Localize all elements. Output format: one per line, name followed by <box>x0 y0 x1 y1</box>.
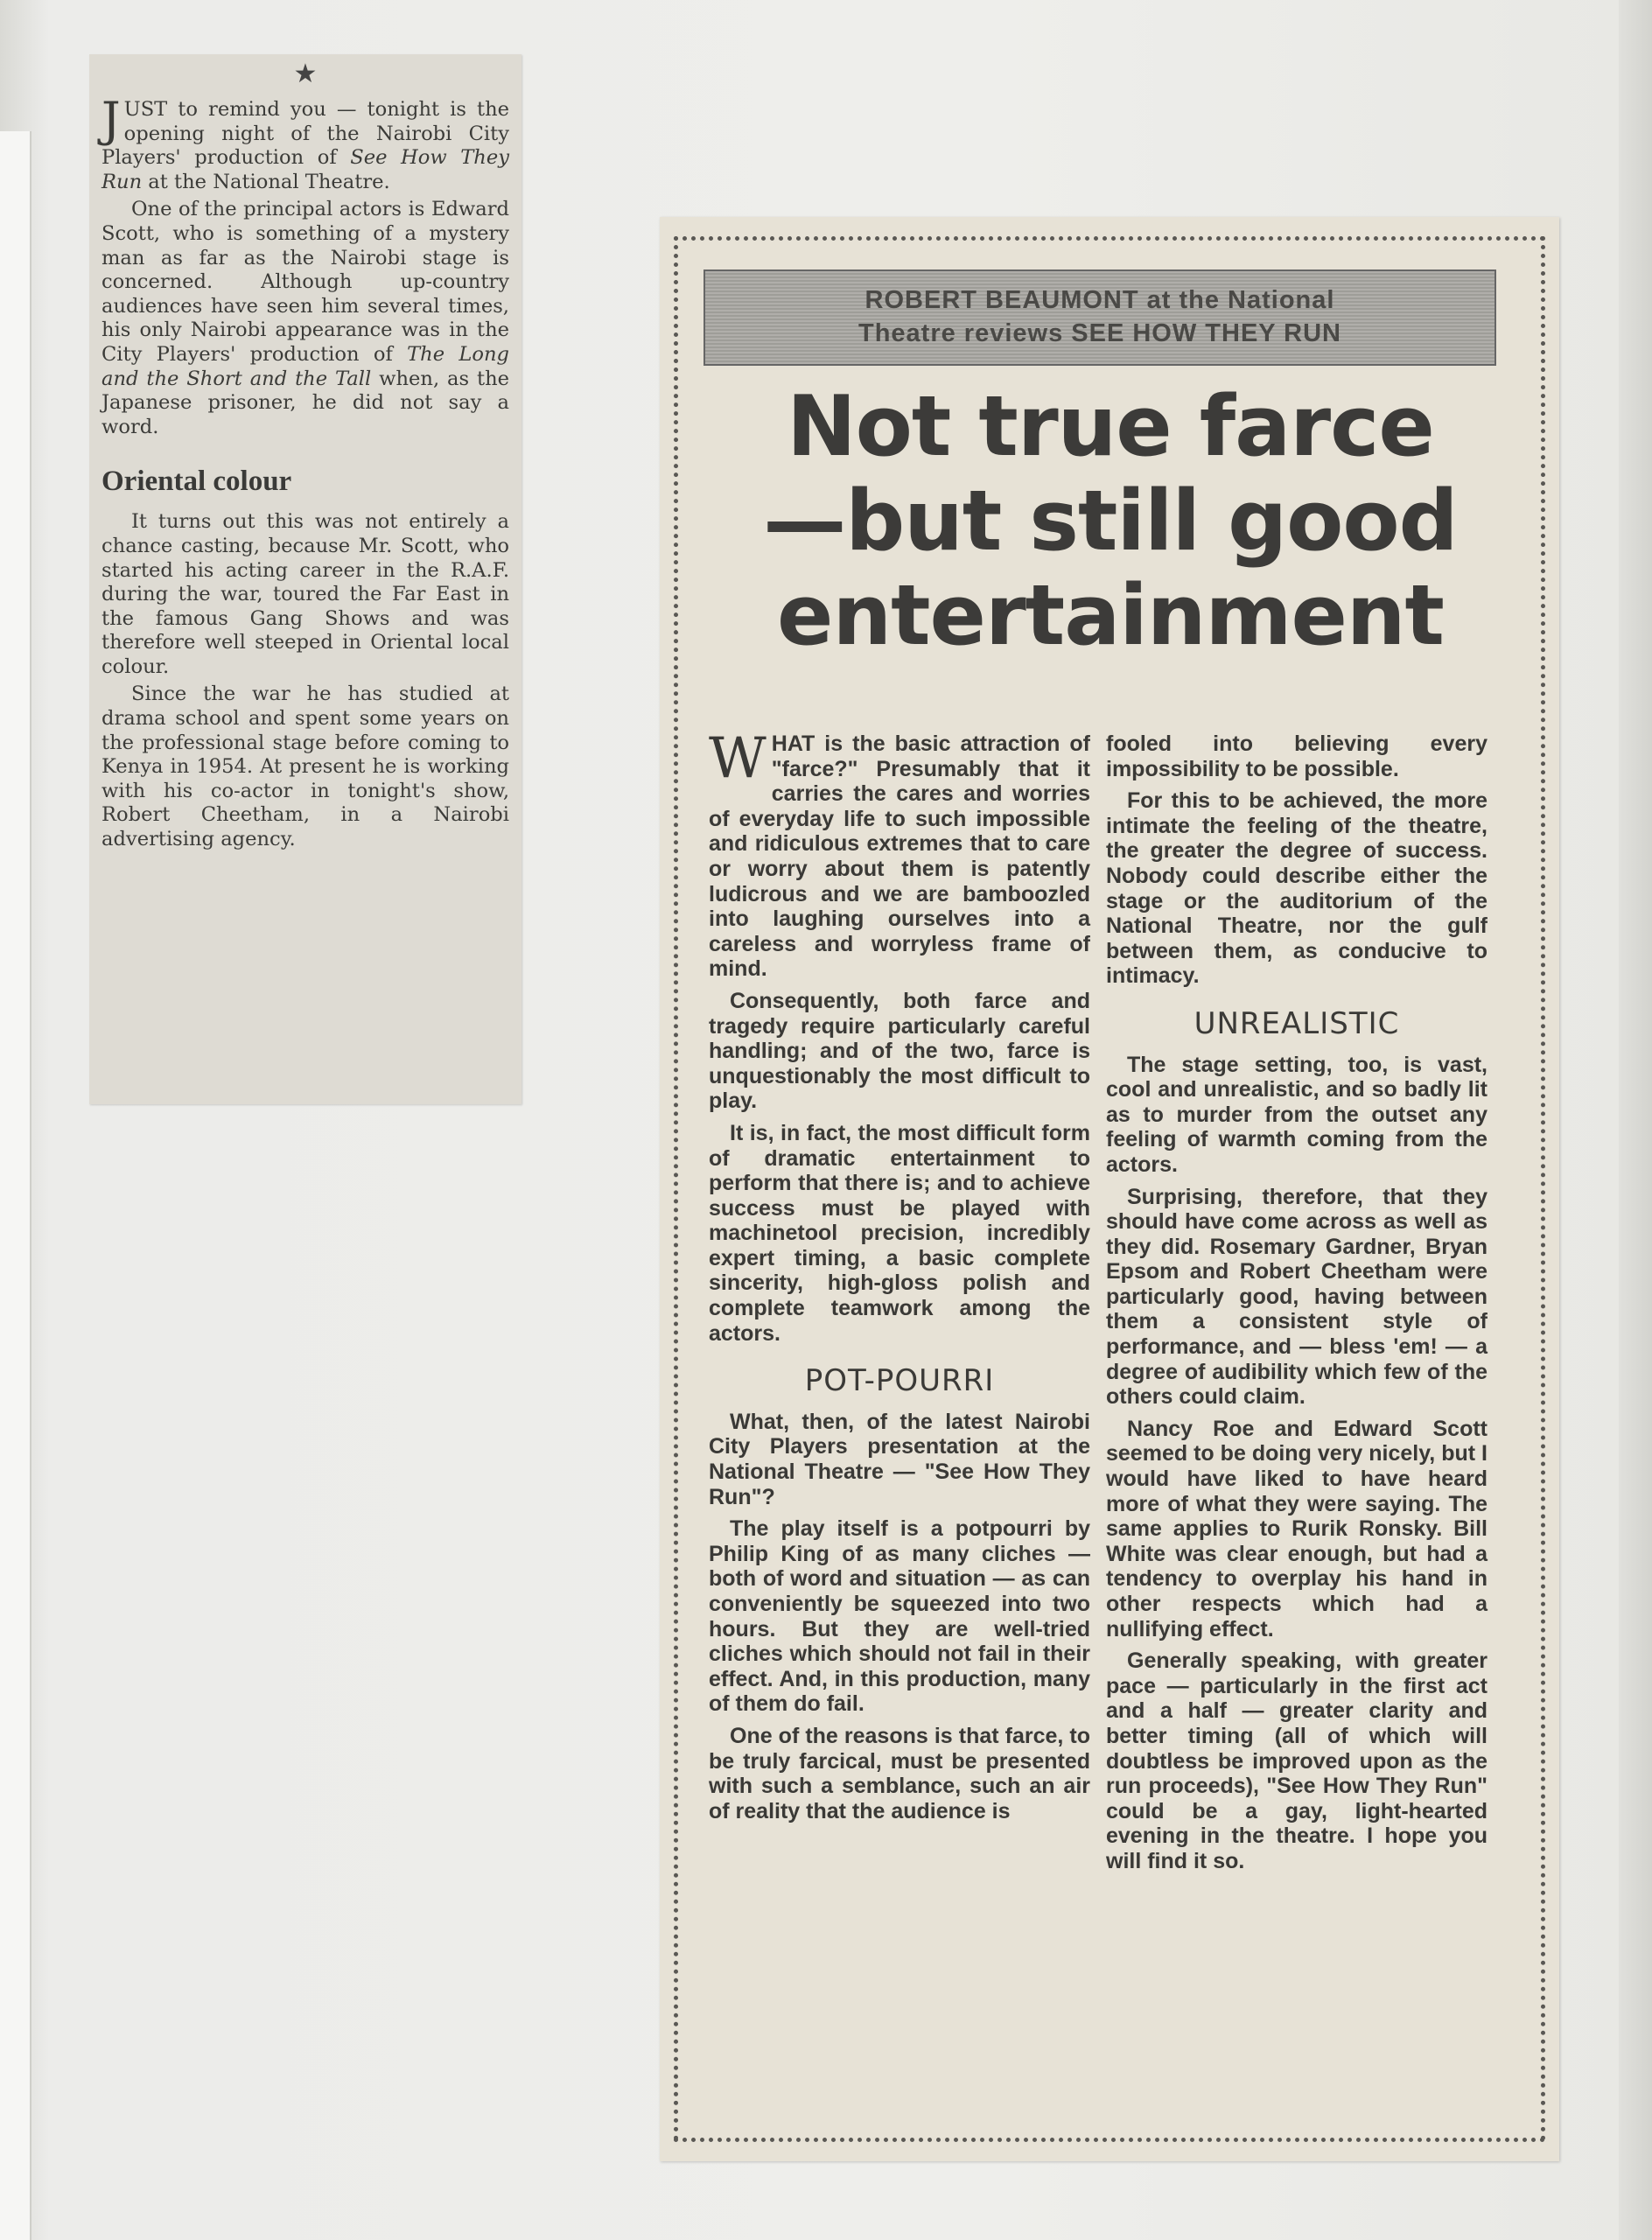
headline-line-1: Not true farce <box>787 379 1434 475</box>
review-column-2 <box>1106 732 1488 1881</box>
page-edge <box>0 131 32 2240</box>
subhead-pot-pourri: POT-POURRI <box>804 1363 995 1399</box>
left-paragraph-2: One of the principal actors is Edward Scott, who is something of a mystery man as far as the Nairobi stage is concerned. Although up-country audiences have seen him several times, his only Nairobi appearance was in the City Players' production of The Long and the Short and the Tall when, as the Japanese prisoner, he did not say a word. <box>102 198 510 438</box>
col1-paragraph-3: It is, in fact, the most difficult form of dramatic entertainment to perform that there is; and to achieve success must be played with machinetool precision, incredibly expert timing, a basic complete sincerity, high-gloss polish and complete teamwork among the actors. <box>709 1120 1090 1346</box>
left-paragraph-4: Since the war he has studied at drama school and spent some years on the professional stage before coming to Kenya in 1954. At present he is working with his co-actor in tonight's show, Robert Cheetham, in a Nairobi advertising agency. <box>102 682 509 851</box>
headline-line-2: —but still good <box>763 473 1458 570</box>
subhead-unrealistic: UNREALISTIC <box>1194 1005 1400 1041</box>
col1-paragraph-4: What, then, of the latest Nairobi City Players presentation at the National Theatre — "See How They Run"? <box>709 1409 1090 1509</box>
left-subhead: Oriental colour <box>102 466 292 498</box>
col2-paragraph-1: fooled into believing every impossibility to be possible. <box>1106 732 1488 781</box>
col1-paragraph-1: WHAT is the basic attraction of "farce?" Presumably that it carries the cares and worries of everyday life to such impossible and ridiculous extremes that to care or worry about them is patently ludicrous and we are bamboozled into laughing ourselves into a careless and worryless frame of mind. <box>709 726 1090 982</box>
kicker-box <box>704 270 1496 366</box>
star-icon: ★ <box>293 59 318 89</box>
col2-paragraph-2: For this to be achieved, the more intimate the feeling of the theatre, the greater the degree of success. Nobody could describe either the stage or the auditorium of the National Theatre, nor the gulf between them, as conducive to intimacy. <box>1106 788 1488 989</box>
dropcap: W <box>709 726 766 791</box>
col1-paragraph-6: One of the reasons is that farce, to be truly farcical, must be presented with such a semblance, such an air of reality that the audience is <box>709 1723 1090 1824</box>
left-paragraph-3: It turns out this was not entirely a chance casting, because Mr. Scott, who started his acting career in the R.A.F. during the war, toured the Far East in the famous Gang Shows and was therefore well steeped in Oriental local colour. <box>102 510 509 678</box>
headline <box>695 380 1526 663</box>
col2-paragraph-5: Nancy Roe and Edward Scott seemed to be doing very nicely, but I would have liked to have heard more of what they were saying. The same applies to Rurik Ronsky. Bill White was clear enough, but had a tendency to overplay his hand in other respects which had a nullifying effect. <box>1106 1416 1488 1642</box>
headline-line-3: entertainment <box>777 568 1444 664</box>
review-column-1 <box>709 726 1090 1830</box>
kicker-line-2: Theatre reviews SEE HOW THEY RUN <box>858 319 1341 347</box>
col2-paragraph-4: Surprising, therefore, that they should have come across as well as they did. Rosemary Gardner, Bryan Epsom and Robert Cheetham were particularly good, having between them a consistent style of performance, and — bless 'em! — a degree of audibility which few of the others could claim. <box>1106 1184 1488 1410</box>
page-edge-right <box>1619 0 1652 2240</box>
col1-paragraph-5: The play itself is a potpourri by Philip King of as many cliches — both of word and situation — as can conveniently be squeezed into two hours. But they are well-tried cliches which should not fail in their effect. And, in this production, many of them do fail. <box>709 1516 1090 1717</box>
col2-paragraph-6: Generally speaking, with greater pace — particularly in the first act and a half — greater clarity and better timing (all of which will doubtless be improved upon as the run proceeds), "See How They Run" could be a gay, light-hearted evening in the theatre. I hope you will find it so. <box>1106 1648 1488 1873</box>
kicker-line-1: ROBERT BEAUMONT at the National <box>864 286 1335 314</box>
col1-paragraph-2: Consequently, both farce and tragedy require particularly careful handling; and of the two, farce is unquestionably the most difficult to play. <box>709 988 1090 1114</box>
left-clipping <box>89 54 522 1104</box>
dropcap: J <box>102 92 121 147</box>
col2-paragraph-3: The stage setting, too, is vast, cool and unrealistic, and so badly lit as to murder from the outset any feeling of warmth coming from the actors. <box>1106 1052 1488 1177</box>
review-clipping <box>660 217 1559 2161</box>
left-paragraph-1: JUST to remind you — tonight is the opening night of the Nairobi City Players' production of See How They Run at the National Theatre. <box>102 92 509 193</box>
